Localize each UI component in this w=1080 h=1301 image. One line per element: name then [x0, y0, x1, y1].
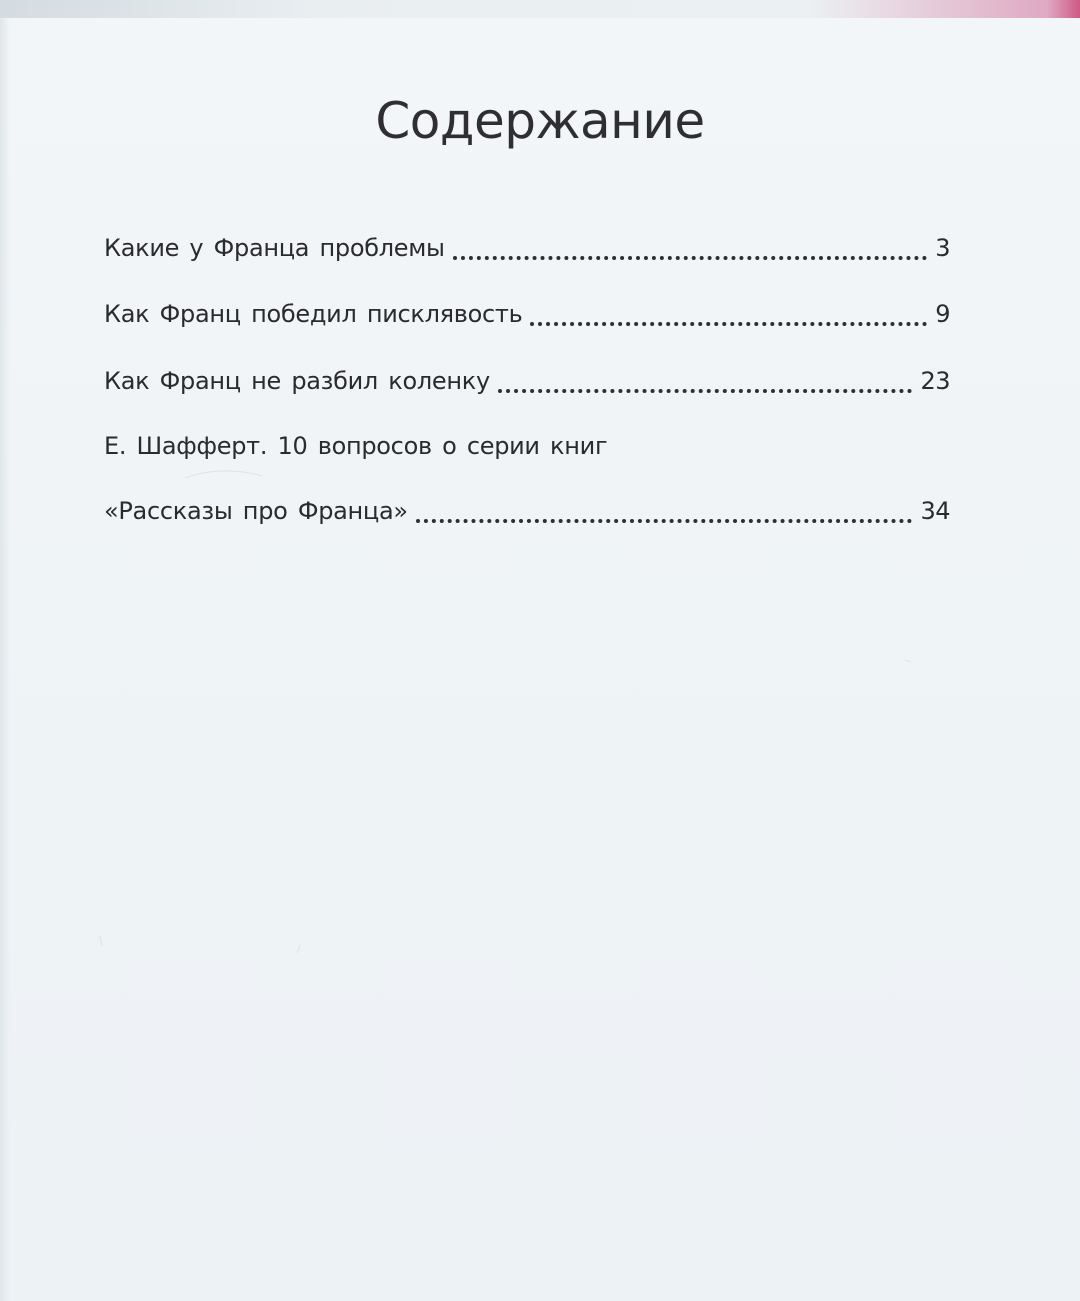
- page-top-edge: [0, 0, 1080, 18]
- page-title: Содержание: [375, 92, 705, 150]
- page-left-edge: [0, 18, 10, 1301]
- toc-leader-dots: [453, 256, 928, 260]
- toc-entry-title: Е. Шафферт. 10 вопросов о серии книг: [104, 432, 608, 460]
- toc-leader-dots: [416, 519, 913, 523]
- toc-entry-title: Как Франц победил писклявость: [104, 300, 523, 328]
- toc-entry[interactable]: [104, 367, 950, 403]
- toc-entry-page: 3: [935, 234, 950, 262]
- toc-leader-dots: [530, 322, 927, 326]
- toc-leader-dots: [498, 389, 913, 393]
- toc-entry-title: «Рассказы про Франца»: [104, 497, 408, 525]
- toc-entry-page: 9: [935, 300, 950, 328]
- toc-entry-page: 23: [920, 367, 950, 395]
- toc-entry[interactable]: [104, 432, 950, 468]
- toc-entry-title: Какие у Франца проблемы: [104, 234, 445, 262]
- toc-entry-title: Как Франц не разбил коленку: [104, 367, 490, 395]
- toc-entry[interactable]: [104, 234, 950, 270]
- toc-entry[interactable]: [104, 300, 950, 336]
- toc-entry[interactable]: [104, 497, 950, 533]
- toc-entry-page: 34: [920, 497, 950, 525]
